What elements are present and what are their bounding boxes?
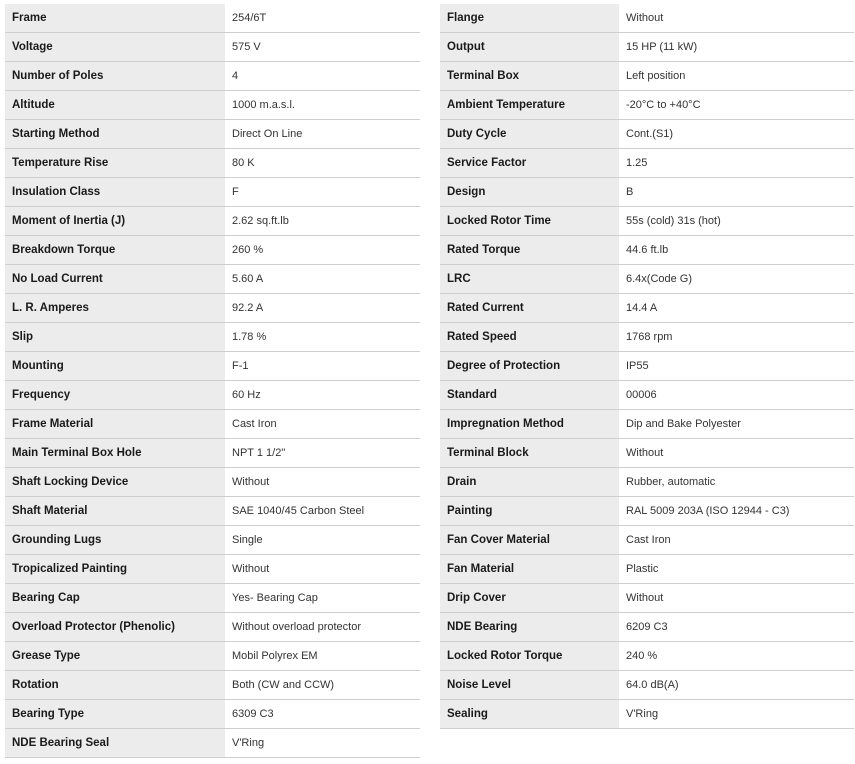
spec-label: Degree of Protection — [440, 352, 619, 381]
spec-label: Fan Cover Material — [440, 526, 619, 555]
spec-row — [5, 729, 420, 758]
spec-row — [5, 497, 420, 526]
spec-value: Without overload protector — [225, 613, 420, 642]
spec-label: Shaft Material — [5, 497, 225, 526]
specs-table-left — [5, 4, 420, 758]
spec-value: F-1 — [225, 352, 420, 381]
spec-row — [440, 62, 854, 91]
spec-value: 64.0 dB(A) — [619, 671, 854, 700]
spec-label: Bearing Type — [5, 700, 225, 729]
spec-value: Without — [619, 584, 854, 613]
spec-value: 2.62 sq.ft.lb — [225, 207, 420, 236]
spec-label: Design — [440, 178, 619, 207]
specs-table-right — [440, 4, 854, 729]
spec-value: 00006 — [619, 381, 854, 410]
spec-value: 92.2 A — [225, 294, 420, 323]
spec-label: Temperature Rise — [5, 149, 225, 178]
spec-label: Standard — [440, 381, 619, 410]
spec-row — [5, 468, 420, 497]
spec-row — [5, 207, 420, 236]
spec-label: Painting — [440, 497, 619, 526]
spec-row — [5, 642, 420, 671]
spec-value: 1768 rpm — [619, 323, 854, 352]
spec-label: Ambient Temperature — [440, 91, 619, 120]
spec-row — [5, 265, 420, 294]
spec-value: -20°C to +40°C — [619, 91, 854, 120]
spec-label: Locked Rotor Torque — [440, 642, 619, 671]
spec-label: Rated Torque — [440, 236, 619, 265]
spec-label: L. R. Amperes — [5, 294, 225, 323]
spec-row — [5, 236, 420, 265]
spec-row — [440, 642, 854, 671]
spec-value: Dip and Bake Polyester — [619, 410, 854, 439]
spec-value: Without — [225, 555, 420, 584]
spec-label: Drain — [440, 468, 619, 497]
spec-label: Terminal Box — [440, 62, 619, 91]
spec-label: Overload Protector (Phenolic) — [5, 613, 225, 642]
spec-row — [440, 671, 854, 700]
spec-row — [440, 381, 854, 410]
spec-value: 575 V — [225, 33, 420, 62]
spec-label: Altitude — [5, 91, 225, 120]
spec-row — [5, 700, 420, 729]
spec-value: V'Ring — [619, 700, 854, 729]
spec-label: Noise Level — [440, 671, 619, 700]
spec-label: Breakdown Torque — [5, 236, 225, 265]
spec-value: RAL 5009 203A (ISO 12944 - C3) — [619, 497, 854, 526]
spec-value: 5.60 A — [225, 265, 420, 294]
spec-value: 1.25 — [619, 149, 854, 178]
spec-label: Insulation Class — [5, 178, 225, 207]
spec-label: Output — [440, 33, 619, 62]
spec-value: Rubber, automatic — [619, 468, 854, 497]
spec-label: Duty Cycle — [440, 120, 619, 149]
spec-row — [440, 149, 854, 178]
spec-row — [440, 497, 854, 526]
spec-label: Main Terminal Box Hole — [5, 439, 225, 468]
spec-value: Cast Iron — [619, 526, 854, 555]
spec-value: 6309 C3 — [225, 700, 420, 729]
spec-label: Moment of Inertia (J) — [5, 207, 225, 236]
spec-row — [440, 410, 854, 439]
spec-value: 55s (cold) 31s (hot) — [619, 207, 854, 236]
spec-row — [5, 4, 420, 33]
spec-value: SAE 1040/45 Carbon Steel — [225, 497, 420, 526]
spec-row — [440, 178, 854, 207]
spec-label: Sealing — [440, 700, 619, 729]
spec-label: Starting Method — [5, 120, 225, 149]
specs-table-left-body — [5, 4, 420, 758]
spec-row — [5, 62, 420, 91]
spec-row — [440, 613, 854, 642]
spec-row — [5, 323, 420, 352]
spec-label: Flange — [440, 4, 619, 33]
spec-label: Terminal Block — [440, 439, 619, 468]
spec-value: F — [225, 178, 420, 207]
spec-label: Frame Material — [5, 410, 225, 439]
spec-value: V'Ring — [225, 729, 420, 758]
spec-label: Rated Current — [440, 294, 619, 323]
spec-row — [5, 671, 420, 700]
spec-label: Grease Type — [5, 642, 225, 671]
spec-label: No Load Current — [5, 265, 225, 294]
spec-value: Both (CW and CCW) — [225, 671, 420, 700]
spec-label: NDE Bearing — [440, 613, 619, 642]
spec-label: Impregnation Method — [440, 410, 619, 439]
spec-row — [5, 178, 420, 207]
spec-row — [5, 91, 420, 120]
spec-label: Frame — [5, 4, 225, 33]
spec-value: Cont.(S1) — [619, 120, 854, 149]
spec-value: 15 HP (11 kW) — [619, 33, 854, 62]
spec-value: B — [619, 178, 854, 207]
spec-value: NPT 1 1/2" — [225, 439, 420, 468]
spec-row — [5, 410, 420, 439]
spec-label: Drip Cover — [440, 584, 619, 613]
spec-row — [5, 584, 420, 613]
spec-value: Without — [225, 468, 420, 497]
spec-label: Tropicalized Painting — [5, 555, 225, 584]
spec-value: 260 % — [225, 236, 420, 265]
spec-value: Plastic — [619, 555, 854, 584]
spec-label: Voltage — [5, 33, 225, 62]
spec-row — [5, 294, 420, 323]
spec-value: 1000 m.a.s.l. — [225, 91, 420, 120]
spec-row — [5, 439, 420, 468]
spec-label: Shaft Locking Device — [5, 468, 225, 497]
spec-value: 80 K — [225, 149, 420, 178]
spec-row — [440, 4, 854, 33]
spec-label: Locked Rotor Time — [440, 207, 619, 236]
spec-value: 240 % — [619, 642, 854, 671]
spec-row — [440, 265, 854, 294]
spec-row — [440, 33, 854, 62]
spec-value: Cast Iron — [225, 410, 420, 439]
spec-row — [440, 700, 854, 729]
spec-row — [440, 439, 854, 468]
spec-label: Bearing Cap — [5, 584, 225, 613]
spec-value: 6.4x(Code G) — [619, 265, 854, 294]
spec-row — [440, 207, 854, 236]
spec-value: Single — [225, 526, 420, 555]
spec-row — [440, 352, 854, 381]
spec-value: Without — [619, 4, 854, 33]
spec-label: Number of Poles — [5, 62, 225, 91]
spec-row — [440, 555, 854, 584]
spec-label: Rotation — [5, 671, 225, 700]
spec-value: Direct On Line — [225, 120, 420, 149]
spec-value: Without — [619, 439, 854, 468]
spec-row — [440, 120, 854, 149]
spec-label: Rated Speed — [440, 323, 619, 352]
spec-row — [440, 236, 854, 265]
spec-label: Grounding Lugs — [5, 526, 225, 555]
spec-row — [5, 352, 420, 381]
spec-row — [440, 294, 854, 323]
spec-label: Slip — [5, 323, 225, 352]
spec-row — [440, 584, 854, 613]
spec-value: 4 — [225, 62, 420, 91]
spec-label: Service Factor — [440, 149, 619, 178]
spec-row — [5, 149, 420, 178]
spec-value: 60 Hz — [225, 381, 420, 410]
spec-value: 44.6 ft.lb — [619, 236, 854, 265]
spec-label: NDE Bearing Seal — [5, 729, 225, 758]
spec-label: Frequency — [5, 381, 225, 410]
spec-value: 1.78 % — [225, 323, 420, 352]
spec-row — [440, 526, 854, 555]
spec-row — [5, 120, 420, 149]
spec-value: IP55 — [619, 352, 854, 381]
spec-value: Mobil Polyrex EM — [225, 642, 420, 671]
spec-label: Mounting — [5, 352, 225, 381]
spec-value: 254/6T — [225, 4, 420, 33]
spec-row — [5, 526, 420, 555]
spec-row — [440, 468, 854, 497]
spec-label: Fan Material — [440, 555, 619, 584]
spec-value: 6209 C3 — [619, 613, 854, 642]
specs-table-right-body — [440, 4, 854, 729]
spec-value: Left position — [619, 62, 854, 91]
spec-value: Yes- Bearing Cap — [225, 584, 420, 613]
spec-row — [5, 381, 420, 410]
spec-row — [440, 323, 854, 352]
spec-row — [440, 91, 854, 120]
spec-row — [5, 33, 420, 62]
spec-row — [5, 613, 420, 642]
spec-value: 14.4 A — [619, 294, 854, 323]
spec-row — [5, 555, 420, 584]
spec-label: LRC — [440, 265, 619, 294]
